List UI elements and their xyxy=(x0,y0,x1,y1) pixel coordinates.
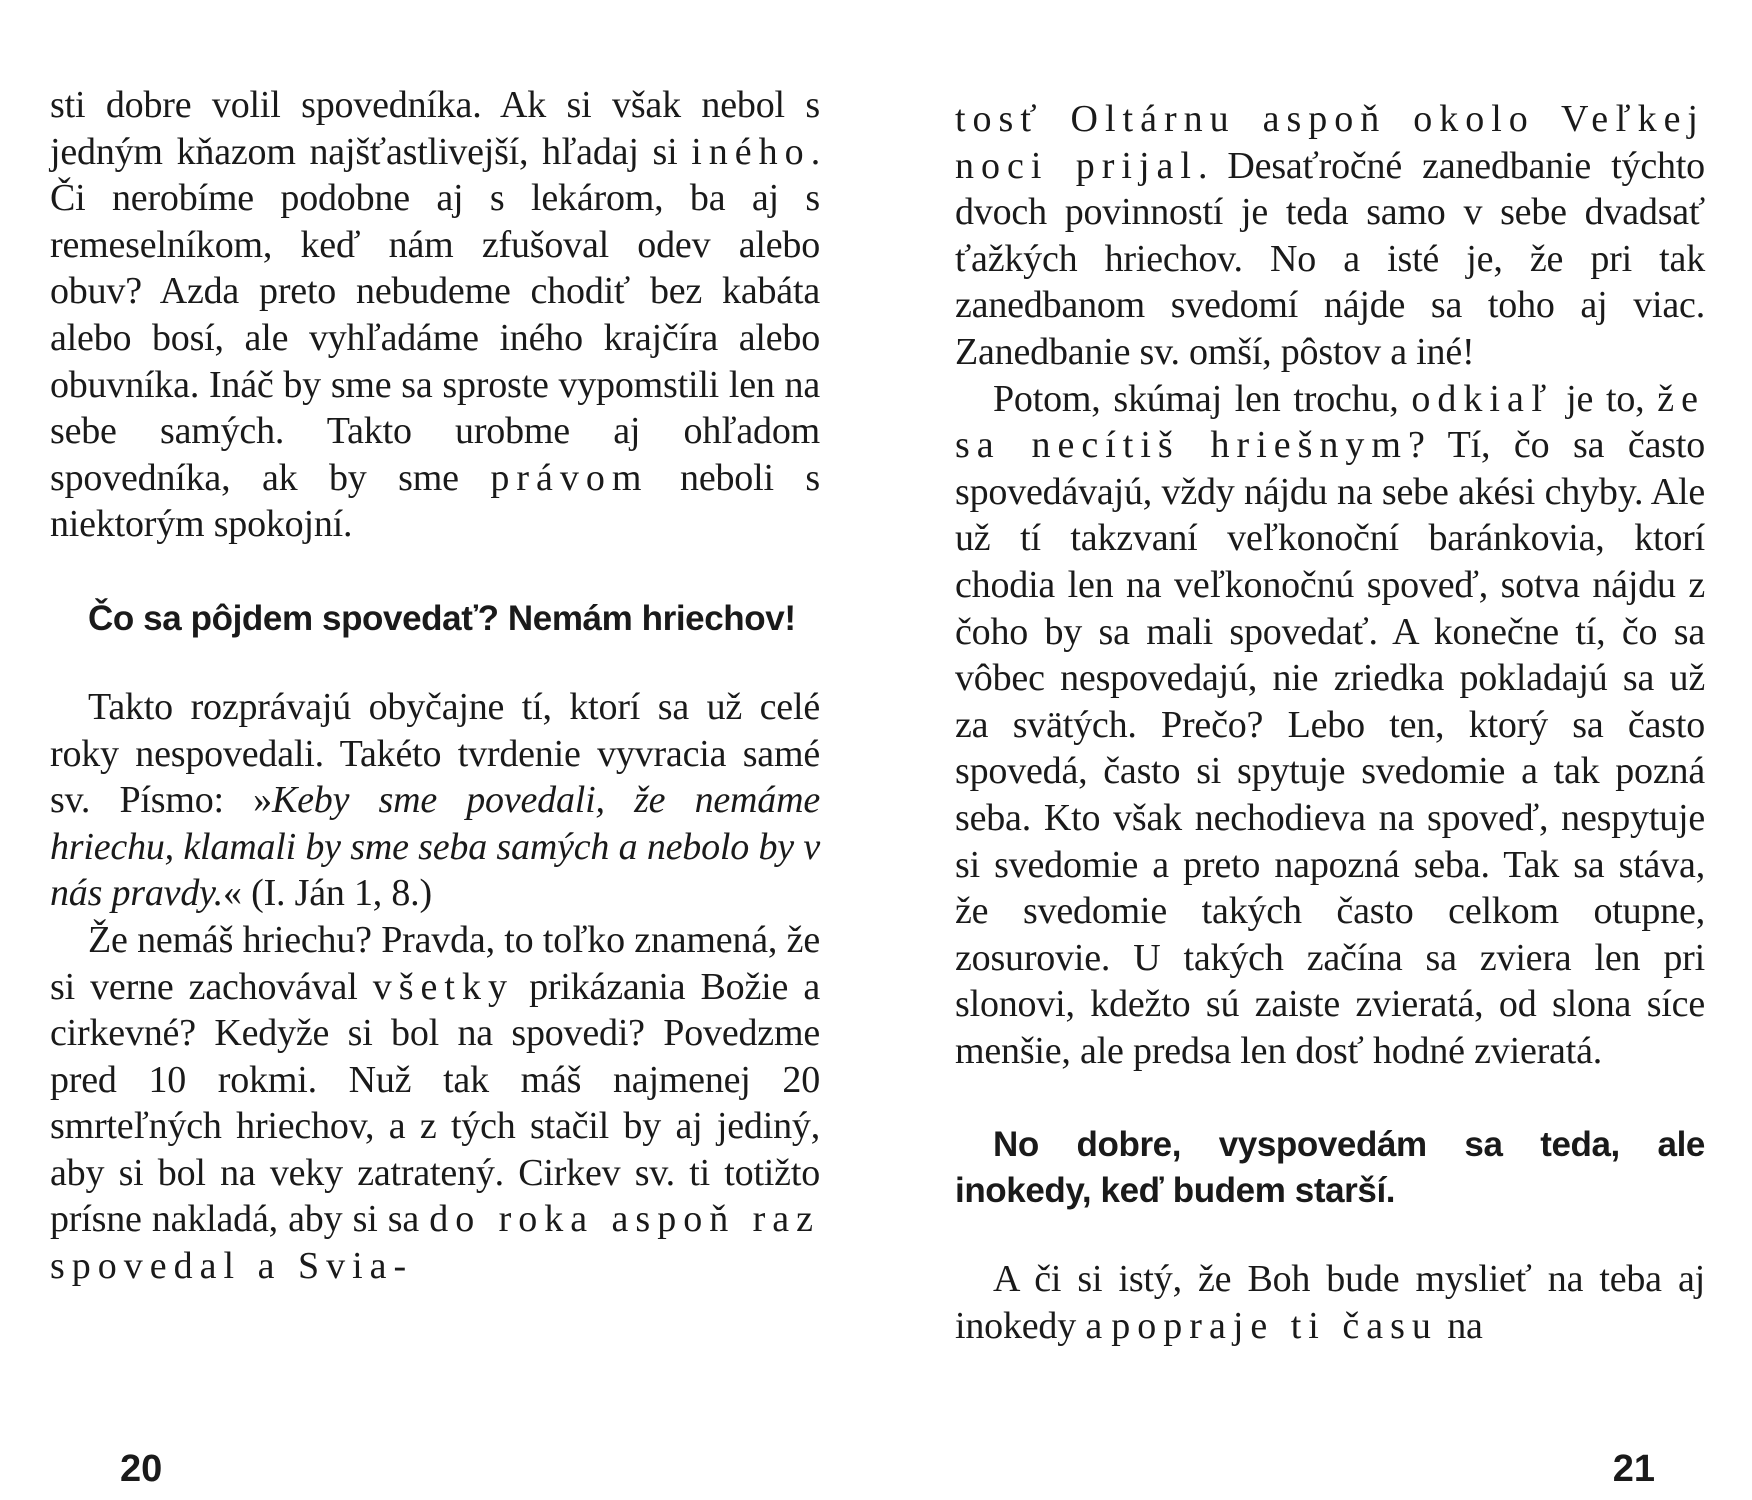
text-run: Potom, skúmaj len trochu, xyxy=(993,377,1412,420)
spaced-word: všetky xyxy=(372,965,514,1008)
page-number-left: 20 xyxy=(120,1448,163,1490)
text-run: ? Tí, čo sa často spovedávajú, vždy nájdu na sebe akési chyby. Ale už tí takzvaní veľkonoční baránkovia, ktorí chodia len na veľkonočnú spoveď, sotva nájdu z čoho by sa mali spovedať. A konečne tí, čo sa vôbec nespovedajú, nie zriedka pokladajú sa už za svätých. Prečo? Lebo ten, ktorý sa často spovedá, často si spytuje svedomie a tak pozná seba. Kto však nechodieva na spoveď, nespytuje si svedomie a preto napozná seba. Tak sa stáva, že svedomie takých často celkom otupne, zosurovie. U takých začína sa zviera len pri slonovi, kdežto sú zaiste zvieratá, od slona síce menšie, ale predsa len dosť hodné zvieratá. xyxy=(955,424,1705,1072)
text-run: prikázania Božie a cirkevné? Kedyže si bol na spovedi? Povedzme pred 10 rokmi. Nuž tak máš najmenej 20 smrteľných hriechov, a z tých stačil by aj jediný, aby si bol na veky zatratený. Cirkev sv. ti totižto prísne nakladá, aby si sa xyxy=(50,965,820,1241)
spaced-word: odkiaľ xyxy=(1411,377,1554,420)
text-run: . Desaťročné zanedbanie týchto dvoch povinností je teda samo v sebe dvadsať ťažkých hriechov. No a isté je, že pri tak zanedbanom svedomí nájde sa toho aj viac. Zanedbanie sv. omší, pôstov a iné! xyxy=(955,144,1705,373)
paragraph-1 xyxy=(50,82,820,548)
spaced-word: tosť Oltárnu aspoň okolo Veľkej noci prijal xyxy=(955,98,1705,187)
right-text-column xyxy=(955,96,1705,1350)
paragraph-3 xyxy=(50,917,820,1290)
text-run: Takto rozprávajú obyčajne tí, ktorí sa už celé roky nespovedali. Takéto tvrdenie vyvracia samé sv. Písmo: » xyxy=(50,685,820,822)
text-run: je to, xyxy=(1553,377,1658,420)
section-heading: Čo sa pôjdem spovedať? Nemám hriechov! xyxy=(88,598,796,638)
left-text-column xyxy=(50,82,820,1290)
paragraph-3 xyxy=(955,1256,1705,1349)
spaced-word: právom xyxy=(490,456,649,499)
text-run: « (I. Ján 1, 8.) xyxy=(223,872,432,915)
text-run: sti dobre volil spovedníka. Ak si však nebol s jedným kňazom najšťastlivejší, hľadaj si xyxy=(50,84,820,173)
text-run: . Či nerobíme podobne aj s lekárom, ba aj s remeselníkom, keď nám zfušoval odev alebo obuv? Azda preto nebudeme chodiť bez kabáta alebo bosí, ale vyhľadáme iného krajčíra alebo obuvníka. Ináč by sme sa sproste vypomstili len na sebe samých. Takto urobme aj ohľadom spovedníka, ak by sme xyxy=(50,130,820,499)
text-run: na xyxy=(1437,1305,1483,1348)
spaced-word: do roka aspoň raz spovedal a Svia- xyxy=(50,1198,820,1288)
right-page xyxy=(955,0,1705,1500)
page-number-right: 21 xyxy=(1612,1448,1655,1490)
text-run: Že nemáš hriechu? Pravda, to toľko znamená, že si verne zachovával xyxy=(50,918,820,1008)
paragraph-2 xyxy=(50,684,820,917)
spaced-word: iného xyxy=(691,130,811,173)
scripture-quote: Keby sme povedali, že nemáme hriechu, klamali by sme seba samých a nebolo by v nás pravdy. xyxy=(50,779,821,915)
spaced-word: popraje ti času xyxy=(1111,1305,1438,1348)
paragraph-2 xyxy=(955,376,1705,1075)
spaced-word: že sa necítiš hriešnym xyxy=(955,377,1705,467)
section-heading: No dobre, vyspovedám sa teda, ale inokedy, keď budem starší. xyxy=(955,1125,1705,1211)
text-run: A či si istý, že Boh bude myslieť na teba aj inokedy a xyxy=(955,1258,1705,1348)
left-page xyxy=(50,0,820,1500)
text-run: neboli s niektorým spokojní. xyxy=(50,456,820,546)
paragraph-1 xyxy=(955,96,1705,376)
